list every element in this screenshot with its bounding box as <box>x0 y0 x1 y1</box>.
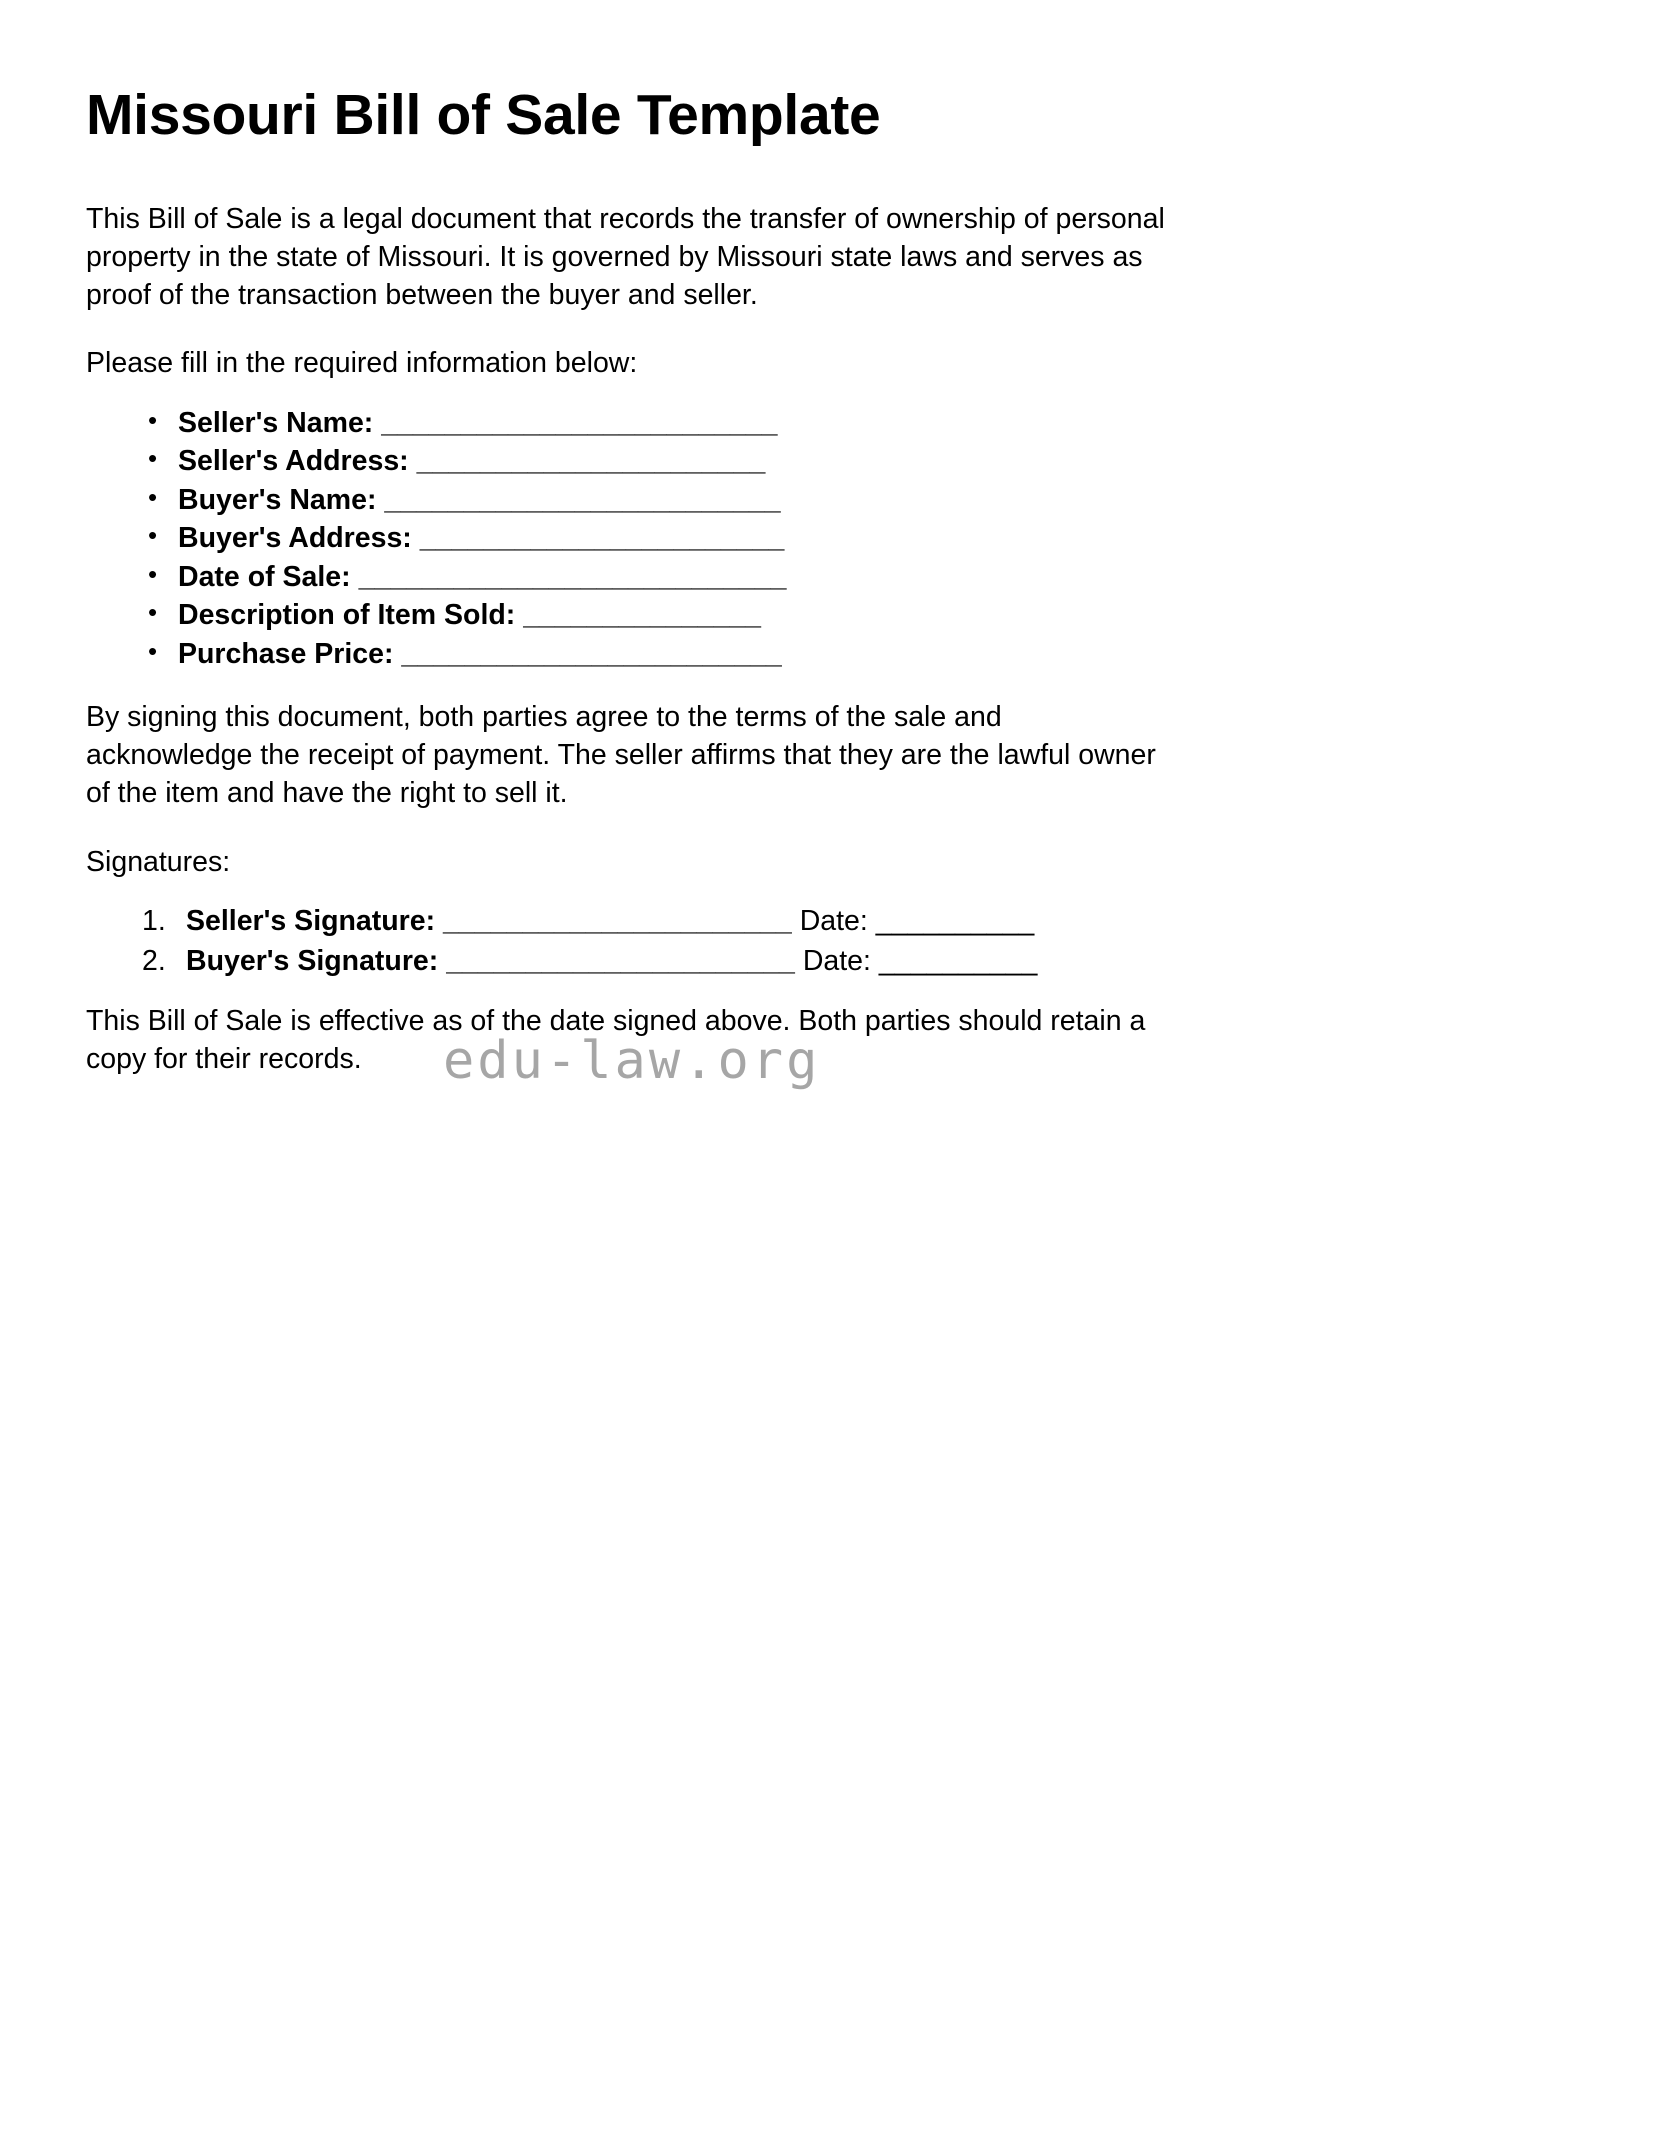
intro-paragraph: This Bill of Sale is a legal document that records the transfer of ownership of personal property in the state of Missouri. It is governed by Missouri state laws and serves as proof of the transaction between the buyer and seller. <box>86 202 1165 312</box>
field-blank-purchase-price[interactable]: ________________________ <box>401 637 782 670</box>
signature-blank-seller[interactable]: ______________________ <box>443 904 792 937</box>
field-row-buyers-name <box>140 483 1580 516</box>
field-label-date-of-sale: Date of Sale: <box>178 560 351 593</box>
field-row-date-of-sale <box>140 560 1580 593</box>
closing-paragraph: This Bill of Sale is effective as of the date signed above. Both parties should retain a copy for their records. <box>86 1004 1146 1076</box>
signature-date-blank-buyer[interactable]: __________ <box>878 945 1038 978</box>
field-blank-description-of-item[interactable]: _______________ <box>523 599 761 632</box>
field-row-description-of-item <box>140 601 1580 630</box>
field-label-description-of-item: Description of Item Sold: <box>178 599 516 632</box>
agreement-paragraph: By signing this document, both parties agree to the terms of the sale and acknowledge the receipt of payment. The seller affirms that they are the lawful owner of the item and have the right to sell it. <box>86 701 1156 810</box>
signature-date-label-seller: Date: <box>799 904 868 937</box>
signature-blank-buyer[interactable]: ______________________ <box>446 945 795 978</box>
field-blank-sellers-name[interactable]: _________________________ <box>381 406 778 439</box>
signature-list <box>86 904 1580 978</box>
field-blank-buyers-address[interactable]: _______________________ <box>419 522 785 555</box>
signature-date-blank-seller[interactable]: __________ <box>875 904 1035 937</box>
field-blank-buyers-name[interactable]: _________________________ <box>384 483 781 516</box>
field-label-purchase-price: Purchase Price: <box>178 637 394 670</box>
field-row-sellers-name <box>140 406 1580 439</box>
signature-row-buyer <box>142 947 1580 976</box>
field-label-sellers-name: Seller's Name: <box>178 406 374 439</box>
signature-label-buyer: Buyer's Signature: <box>186 945 439 978</box>
field-label-buyers-address: Buyer's Address: <box>178 522 412 555</box>
signature-label-seller: Seller's Signature: <box>186 904 436 937</box>
watermark-edu-law: edu-law.org <box>443 1031 821 1091</box>
required-fields-list <box>86 406 1580 670</box>
signature-date-label-buyer: Date: <box>802 945 871 978</box>
field-label-buyers-name: Buyer's Name: <box>178 483 377 516</box>
field-row-buyers-address <box>140 524 1580 553</box>
instruction-text: Please fill in the required information below: <box>86 347 638 380</box>
page-title: Missouri Bill of Sale Template <box>86 83 881 147</box>
signatures-heading: Signatures: <box>86 845 231 878</box>
field-blank-date-of-sale[interactable]: ___________________________ <box>358 560 787 593</box>
signature-row-seller <box>142 904 1580 937</box>
field-row-purchase-price <box>140 637 1580 670</box>
field-row-sellers-address <box>140 447 1580 476</box>
field-label-sellers-address: Seller's Address: <box>178 445 409 478</box>
document-content <box>86 84 1580 1078</box>
field-blank-sellers-address[interactable]: ______________________ <box>416 445 766 478</box>
